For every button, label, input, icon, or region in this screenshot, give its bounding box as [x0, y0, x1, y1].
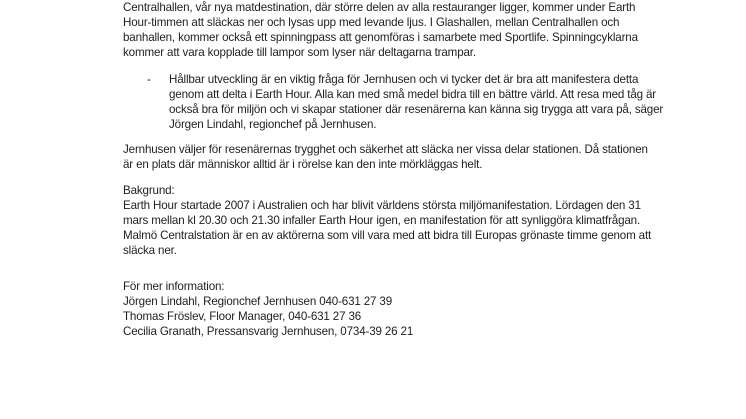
bullet-dash: -	[147, 73, 151, 86]
safety-line: Jernhusen väljer för resenärernas trygghet och säkerhet att släcka ner vissa delar stationen. Då stationen	[123, 143, 648, 156]
intro-line: Hour-timmen att släckas ner och lysas upp med levande ljus. I Glashallen, mellan Centralhallen och	[123, 16, 620, 29]
contact-person: Jörgen Lindahl, Regionchef Jernhusen 040-631 27 39	[123, 295, 393, 308]
intro-line: kommer att vara kopplade till lampor som lyser när deltagarna trampar.	[123, 46, 476, 59]
intro-line: banhallen, kommer också ett spinningpass att genomföras i samarbete med Sportlife. Spinningcyklarna	[123, 31, 638, 44]
background-line: släcka ner.	[123, 244, 177, 257]
contact-person: Cecilia Granath, Pressansvarig Jernhusen, 0734-39 26 21	[123, 325, 414, 338]
contact-heading: För mer information:	[123, 280, 225, 293]
background-line: mars mellan kl 20.30 och 21.30 infaller Earth Hour igen, en manifestation för att synliggöra klimatfrågan.	[123, 214, 641, 227]
contact-person: Thomas Fröslev, Floor Manager, 040-631 27 36	[123, 310, 362, 323]
background-section	[123, 183, 651, 258]
safety-paragraph	[123, 142, 648, 172]
quote-line: Jörgen Lindahl, regionchef på Jernhusen.	[169, 118, 377, 131]
safety-line: är en plats där människor alltid är i rörelse kan den inte mörkläggas helt.	[123, 158, 483, 171]
background-line: Malmö Centralstation är en av aktörerna som vill vara med att bidra till Europas grönaste timme genom att	[123, 229, 652, 242]
intro-line: Centralhallen, vår nya matdestination, där större delen av alla restauranger ligger, kommer under Earth	[123, 1, 636, 14]
background-heading: Bakgrund:	[123, 184, 175, 197]
background-line: Earth Hour startade 2007 i Australien och har blivit världens största miljömanifestation. Lördagen den 31	[123, 199, 641, 212]
quote-line: Hållbar utveckling är en viktig fråga för Jernhusen och vi tycker det är bra att manifestera detta	[169, 73, 639, 86]
quote-line: också bra för miljön och vi skapar stationer där resenärerna kan känna sig trygga att vara på, säger	[169, 103, 664, 116]
quote-line: genom att delta i Earth Hour. Alla kan med små medel bidra till en bättre värld. Att resa med tåg är	[169, 88, 657, 101]
contact-section	[123, 279, 413, 339]
quote-text	[169, 72, 663, 132]
intro-paragraph	[123, 0, 638, 60]
